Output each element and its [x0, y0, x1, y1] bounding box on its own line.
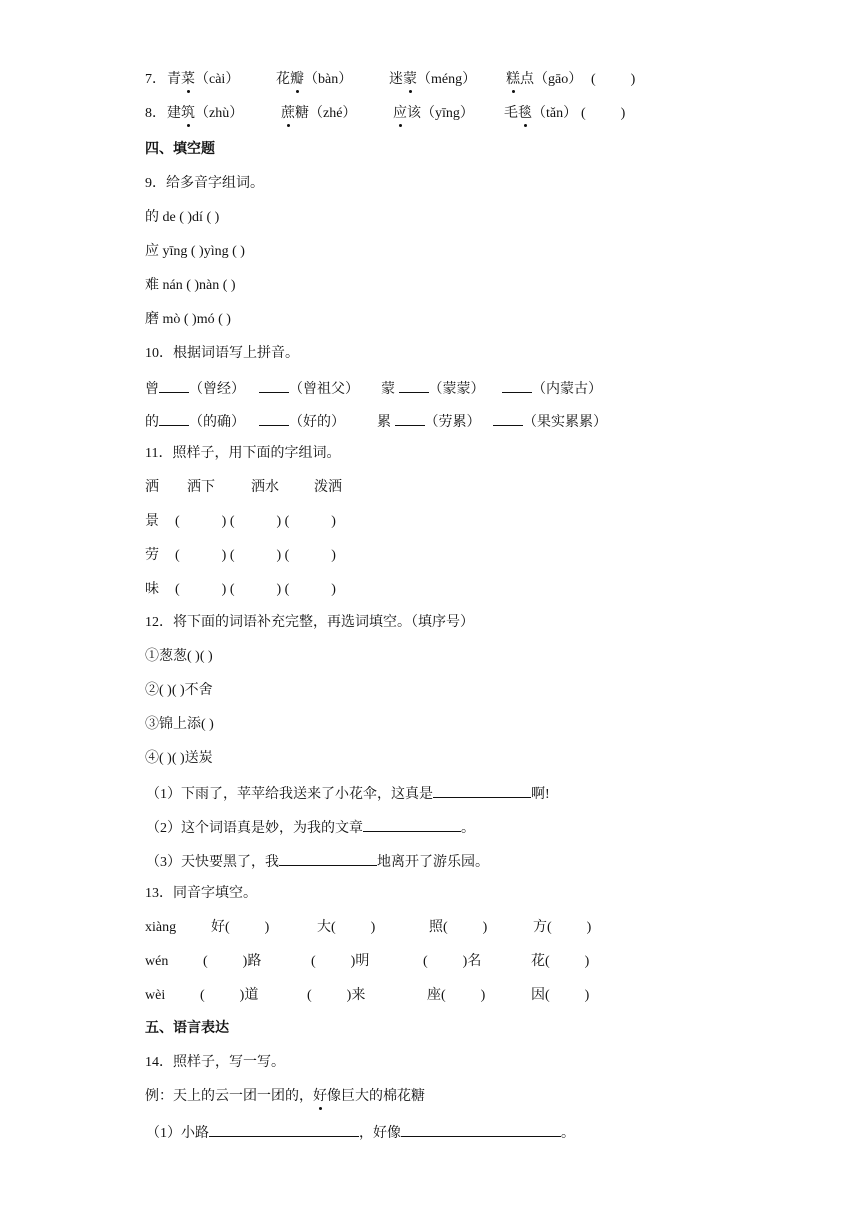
answer-blank[interactable]: ( ): [228, 244, 245, 259]
fill-sentence: （3）天快要黑了，我 地离开了游乐园。: [146, 850, 489, 873]
example-sentence: 例：天上的云一团一团的，好像巨大的棉花糖: [145, 1087, 425, 1107]
answer-blank[interactable]: [159, 377, 189, 393]
answer-blank[interactable]: ( )明: [311, 954, 370, 969]
answer-blank[interactable]: ( ) ( ) ( ): [175, 548, 336, 563]
answer-blank[interactable]: ( ): [202, 210, 220, 225]
section-heading: 五、语言表达: [145, 1021, 229, 1036]
idiom-item[interactable]: ②( )( )不舍: [145, 683, 213, 698]
section-heading: 四、填空题: [145, 142, 215, 157]
polyphone-row: 难 nán ( )nàn ( ): [145, 278, 236, 293]
answer-blank[interactable]: ( ): [180, 312, 197, 327]
answer-blank[interactable]: ( ) ( ) ( ): [175, 514, 336, 529]
question-title: 14．照样子，写一写。: [145, 1055, 285, 1070]
answer-blank[interactable]: [279, 850, 377, 866]
answer-blank[interactable]: [209, 1121, 359, 1137]
answer-blank[interactable]: 因( ): [531, 988, 590, 1003]
answer-blank[interactable]: 座( ): [427, 988, 486, 1003]
answer-blank[interactable]: [433, 782, 531, 798]
question-title: 10．根据词语写上拼音。: [145, 346, 299, 361]
word-item: 糕点（gāo）: [506, 70, 582, 90]
fill-sentence: （2）这个词语真是妙，为我的文章 。: [146, 816, 475, 839]
answer-blank[interactable]: [493, 410, 523, 426]
idiom-item[interactable]: ①葱葱( )( ): [145, 649, 213, 664]
answer-blank[interactable]: 花( ): [531, 954, 590, 969]
answer-blank[interactable]: ( )来: [307, 988, 366, 1003]
answer-blank[interactable]: ( )道: [200, 988, 259, 1003]
answer-blank[interactable]: ( ): [182, 278, 200, 293]
fill-sentence: （1）小路 ，好像 。: [146, 1121, 575, 1144]
answer-blank[interactable]: ( ) ( ) ( ): [175, 582, 336, 597]
polyphone-row: 应 yīng ( )yìng ( ): [145, 244, 245, 259]
answer-blank[interactable]: [401, 1121, 561, 1137]
answer-blank[interactable]: [363, 816, 461, 832]
word-item: 毛毯（tǎn）: [504, 104, 577, 124]
polyphone-row: 磨 mò ( )mó ( ): [145, 312, 231, 327]
fill-sentence: （1）下雨了，苹苹给我送来了小花伞，这真是 啊!: [146, 782, 550, 805]
answer-blank[interactable]: 大( ): [317, 920, 376, 935]
answer-blank[interactable]: 照( ): [429, 920, 488, 935]
answer-blank[interactable]: [502, 377, 532, 393]
word-item: 迷蒙（méng）: [389, 70, 476, 90]
word-item: 蔗糖（zhé）: [281, 104, 356, 124]
answer-blank[interactable]: ( ): [591, 72, 636, 87]
answer-blank[interactable]: 好( ): [211, 920, 270, 935]
question-title: 9．给多音字组词。: [145, 176, 264, 191]
word-item: 青菜（cài）: [167, 70, 239, 90]
answer-blank[interactable]: [399, 377, 429, 393]
question-title: 12．将下面的词语补充完整，再选词填空。（填序号）: [145, 615, 474, 630]
question-title: 13．同音字填空。: [145, 886, 257, 901]
word-item: 花瓣（bàn）: [276, 70, 352, 90]
answer-blank[interactable]: ( ): [214, 312, 231, 327]
answer-blank[interactable]: ( )路: [203, 954, 262, 969]
answer-blank[interactable]: [395, 410, 425, 426]
question-title: 11．照样子，用下面的字组词。: [145, 446, 341, 461]
question-number: 7．: [145, 72, 166, 87]
answer-blank[interactable]: [259, 377, 289, 393]
answer-blank[interactable]: ( ): [219, 278, 236, 293]
question-number: 8．: [145, 106, 166, 121]
answer-blank[interactable]: ( ): [581, 106, 626, 121]
polyphone-row: 的 de ( )dí ( ): [145, 210, 220, 225]
answer-blank[interactable]: ( )名: [423, 954, 482, 969]
answer-blank[interactable]: [159, 410, 189, 426]
answer-blank[interactable]: ( ): [175, 210, 193, 225]
idiom-item[interactable]: ③锦上添( ): [145, 717, 214, 732]
worksheet-page: 7． 青菜（cài） 花瓣（bàn） 迷蒙（méng） 糕点（gāo） ( ) 8． 建筑（zhù） 蔗糖（zhé） 应该（yīng） 毛毯（tǎn） ( ) 四、填空题 9．给多音字组词。 的 de ( )dí ( ) 应 yīng ( )yìng ( ) 难 nán ( )nàn ( ) 磨 mò ( )mó ( ) 10．根据词语写上拼音。 曾 （曾经） （曾祖父） 蒙 （蒙蒙） （内蒙古） 的 （的确） （好的） 累 （劳累） （果实累累） 11．照样子，用下面的字组词。 洒 洒下 洒水 泼洒 景 ( ) ( ) ( ) 劳 ( ) ( ) ( ) 味 ( ) ( ) ( ) 12．将下面的词语补充完整，再选词填空。（填序号） ①葱葱( )( ) ②( )( )不舍 ③锦上添( ) ④( )( )送炭 （1）下雨了，苹苹给我送来了小花伞，这真是 啊! （2）这个词语真是妙，为我的文章 。 （3）天快要黑了，我 地离开了游乐园。 13．同音字填空。 xiàng 好( ) 大( ) 照( ) 方( ) wén ( )路 ( )明 ( )名 花( ) wèi ( )道 ( )来 座( ) 因( ) 五、语言表达 14．照样子，写一写。 例：天上的云一团一团的，好像巨大的棉花糖 （1）小路 ，好像 。: [0, 0, 860, 1216]
answer-blank[interactable]: 方( ): [533, 920, 592, 935]
idiom-item[interactable]: ④( )( )送炭: [145, 751, 213, 766]
word-item: 建筑（zhù）: [167, 104, 243, 124]
answer-blank[interactable]: ( ): [187, 244, 204, 259]
word-item: 应该（yīng）: [393, 104, 474, 124]
answer-blank[interactable]: [259, 410, 289, 426]
